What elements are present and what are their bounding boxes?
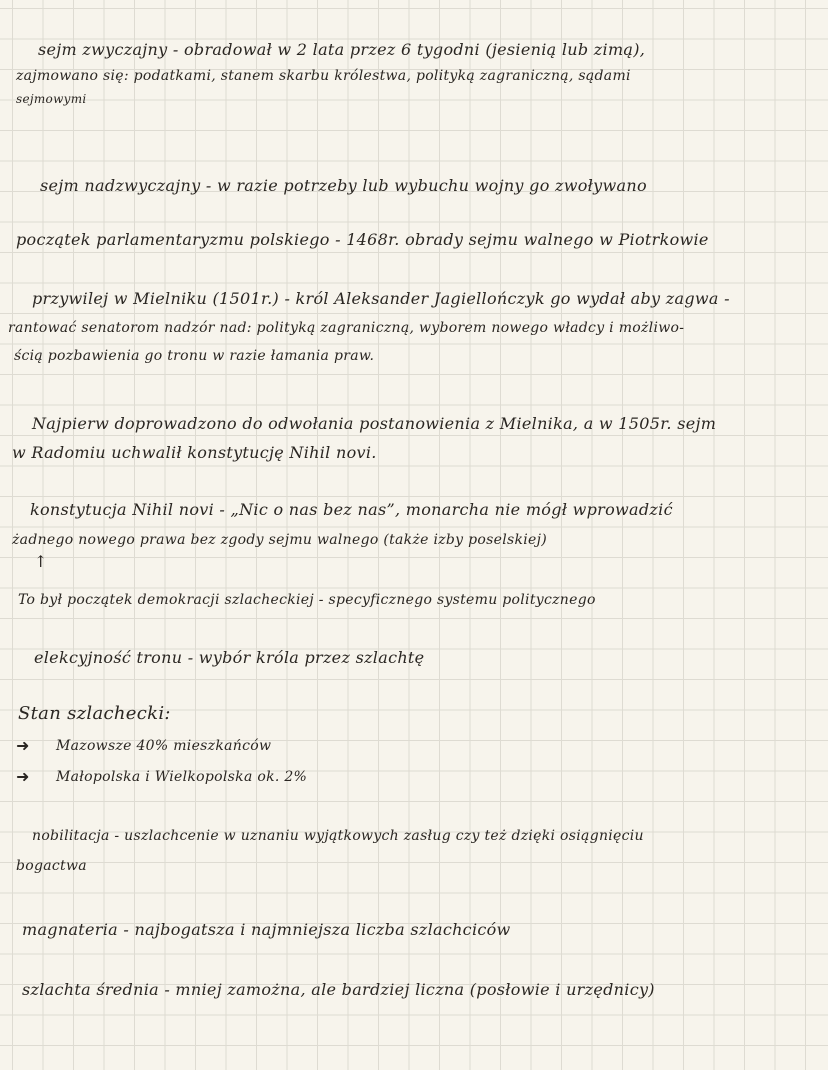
note-line: bogactwa [16, 858, 87, 874]
note-line: żadnego nowego prawa bez zgody sejmu walnego (także izby poselskiej) [12, 532, 548, 548]
note-line: nobilitacja - uszlachcenie w uznaniu wyjątkowych zasług czy też dzięki osiągnięciu [32, 828, 644, 844]
note-heading: Stan szlachecki: [18, 703, 171, 724]
note-line: przywilej w Mielniku (1501r.) - król Aleksander Jagiellończyk go wydał aby zagwa - [32, 289, 730, 308]
note-line: elekcyjność tronu - wybór króla przez szlachtę [34, 648, 425, 667]
note-line: sejm nadzwyczajny - w razie potrzeby lub wybuchu wojny go zwoływano [40, 176, 647, 195]
note-line: Małopolska i Wielkopolska ok. 2% [56, 769, 308, 785]
note-line: szlachta średnia - mniej zamożna, ale bardziej liczna (posłowie i urzędnicy) [22, 980, 655, 999]
right-arrow-icon: ➜ [16, 767, 30, 786]
note-line: konstytucja Nihil novi - „Nic o nas bez nas”, monarcha nie mógł wprowadzić [30, 500, 673, 519]
note-line: magnateria - najbogatsza i najmniejsza liczba szlachciców [22, 920, 511, 939]
note-line: rantować senatorom nadzór nad: polityką zagraniczną, wyborem nowego władcy i możliwo- [8, 320, 685, 336]
note-line: ścią pozbawienia go tronu w razie łamania praw. [14, 348, 375, 364]
note-line: sejmowymi [16, 92, 87, 106]
note-line: w Radomiu uchwalił konstytucję Nihil novi. [12, 443, 377, 462]
note-line: zajmowano się: podatkami, stanem skarbu królestwa, polityką zagraniczną, sądami [16, 68, 631, 84]
note-line: To był początek demokracji szlacheckiej - specyficznego systemu politycznego [18, 592, 596, 608]
note-line: sejm zwyczajny - obradował w 2 lata przez 6 tygodni (jesienią lub zimą), [38, 40, 646, 59]
note-line: Najpierw doprowadzono do odwołania postanowienia z Mielnika, a w 1505r. sejm [32, 414, 717, 433]
up-arrow-icon: ↑ [34, 552, 48, 571]
right-arrow-icon: ➜ [16, 736, 30, 755]
note-line: początek parlamentaryzmu polskiego - 1468r. obrady sejmu walnego w Piotrkowie [16, 230, 709, 249]
note-line: Mazowsze 40% mieszkańców [56, 738, 272, 754]
